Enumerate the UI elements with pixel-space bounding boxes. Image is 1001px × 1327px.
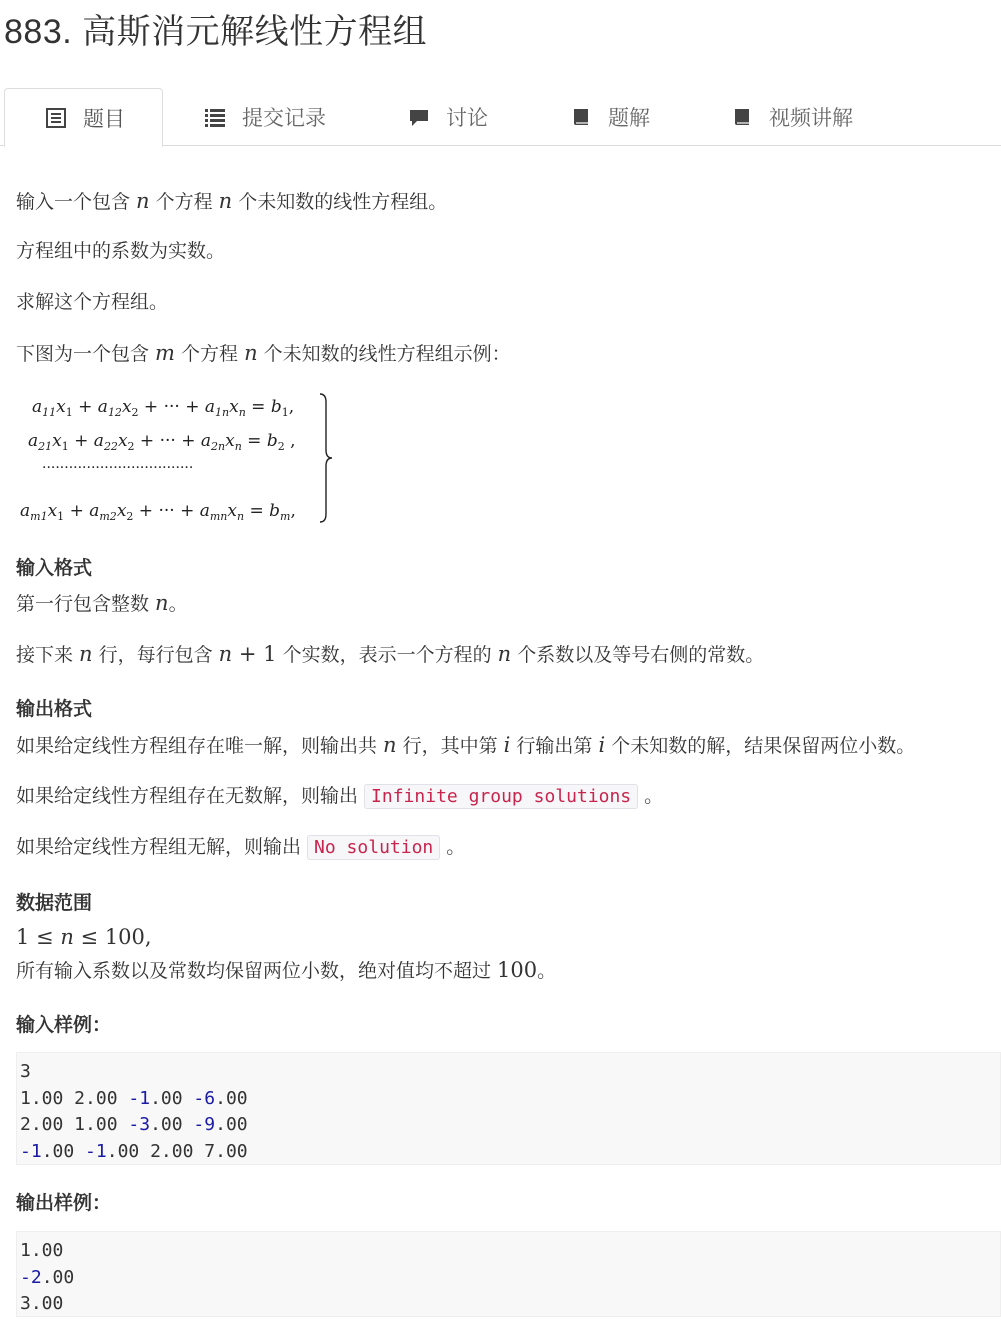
book-icon bbox=[570, 106, 592, 128]
svg-text:a21x1 + a22x2 + ··· + a2nxn =: $a_{21}x_1 + a_{22}x_2$ + ··· + $a_{2n}x_n = b_2$ , bbox=[28, 431, 296, 453]
inline-code: No solution bbox=[307, 835, 440, 860]
tab-problem[interactable] bbox=[4, 88, 163, 147]
code-line: 3.00 bbox=[20, 1293, 64, 1314]
tab-video-solutions[interactable] bbox=[731, 88, 853, 146]
output-format-none: 如果给定线性方程组无解，则输出 No solution 。 bbox=[16, 836, 466, 858]
tab-label: 讨论 bbox=[446, 106, 488, 130]
sample-output-block[interactable] bbox=[16, 1231, 1001, 1317]
code-line: 1.00 bbox=[20, 1240, 64, 1261]
sample-input-heading: 输入样例： bbox=[16, 1014, 112, 1036]
input-format-line2: 接下来 n 行，每行包含 n + 1 个实数，表示一个方程的 n 个系数以及等号右侧的常数。 bbox=[16, 642, 765, 666]
tab-solutions[interactable] bbox=[570, 88, 650, 146]
svg-text:am1x1 + am2x2 + ··· + amnxn =: $a_{m1}x_1 + a_{m2}x_2$ + ··· + $a_{mn}x_n = b_m$, bbox=[20, 501, 296, 523]
comment-icon bbox=[408, 106, 430, 128]
code-line: 2.00 1.00 -3.00 -9.00 bbox=[20, 1114, 248, 1135]
svg-text:······························: ·································· bbox=[42, 460, 194, 476]
output-format-infinite: 如果给定线性方程组存在无数解，则输出 Infinite group solutions 。 bbox=[16, 785, 664, 807]
output-format-unique: 如果给定线性方程组存在唯一解，则输出共 n 行，其中第 i 行输出第 i 个未知数的解，结果保留两位小数。 bbox=[16, 733, 916, 757]
code-line: 3 bbox=[20, 1061, 31, 1082]
data-range-line1: 1 ≤ n ≤ 100, bbox=[16, 925, 152, 949]
tab-discussion[interactable] bbox=[408, 88, 488, 146]
input-format-heading: 输入格式 bbox=[16, 557, 93, 579]
code-line: -1.00 -1.00 2.00 7.00 bbox=[20, 1140, 248, 1162]
input-format-line1: 第一行包含整数 n。 bbox=[16, 591, 188, 615]
list-detail-icon bbox=[204, 106, 226, 128]
sample-output-heading: 输出样例： bbox=[16, 1192, 112, 1214]
output-format-heading: 输出格式 bbox=[16, 698, 93, 720]
list-icon bbox=[45, 107, 67, 129]
tab-label: 视频讲解 bbox=[769, 106, 853, 130]
code-line: 1.00 2.00 -1.00 -6.00 bbox=[20, 1087, 248, 1109]
data-range-line2: 所有输入系数以及常数均保留两位小数，绝对值均不超过 100。 bbox=[16, 958, 557, 982]
sample-input-block[interactable] bbox=[16, 1052, 1001, 1165]
tab-label: 题解 bbox=[608, 106, 650, 130]
example-caption: 下图为一个包含 m 个方程 n 个未知数的线性方程组示例： bbox=[16, 341, 511, 365]
tab-label: 提交记录 bbox=[242, 106, 326, 130]
data-range-heading: 数据范围 bbox=[16, 892, 93, 914]
code-line: -2.00 bbox=[20, 1266, 75, 1288]
equation-system-figure bbox=[16, 388, 346, 528]
task-statement: 求解这个方程组。 bbox=[16, 291, 169, 313]
coefficient-note: 方程组中的系数为实数。 bbox=[16, 240, 226, 262]
tab-bar bbox=[0, 88, 1001, 146]
page-title: 883. 高斯消元解线性方程组 bbox=[4, 13, 428, 51]
inline-code: Infinite group solutions bbox=[364, 784, 638, 809]
book-icon bbox=[731, 106, 753, 128]
svg-text:a11x1 + a12x2 + ··· + a1nxn =: $a_{11}x_1 + a_{12}x_2$ + ··· + $a_{1n}x_n = b_1$, bbox=[32, 397, 295, 419]
tab-label: 题目 bbox=[83, 106, 125, 131]
tab-submissions[interactable] bbox=[204, 88, 326, 146]
intro-paragraph: 输入一个包含 n 个方程 n 个未知数的线性方程组。 bbox=[16, 189, 448, 213]
